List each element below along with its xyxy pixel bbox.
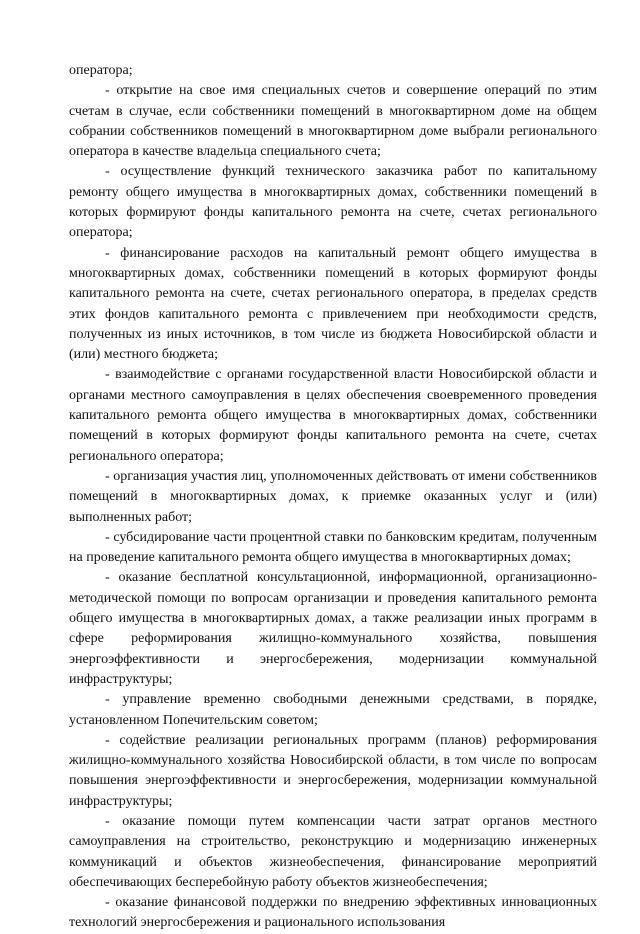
document-page bbox=[69, 61, 597, 934]
list-item-consulting: - оказание бесплатной консультационной, информационной, организационно-методической помощи по вопросам организации и проведения капитального ремонта общего имущества в многоквартирных домах, а также реализации иных программ в сфере реформирования жилищно-коммунального хозяйства, повышения энергоэффективности и энергосбережения, модернизации коммунальной инфраструктуры; bbox=[69, 570, 597, 687]
paragraph-continuation: оператора; bbox=[69, 63, 133, 78]
list-item-technical-customer: - осуществление функций технического заказчика работ по капитальному ремонту общего имущества в многоквартирных домах, собственники помещений в которых формируют фонды капитального ремонта на счете, счетах регионального оператора; bbox=[69, 164, 597, 241]
list-item-compensation: - оказание помощи путем компенсации части затрат органов местного самоуправления на строительство, реконструкцию и модернизацию инженерных коммуникаций и объектов жизнеобеспечения, финансирование мероприятий обеспечивающих бесперебойную работу объектов жизнеобеспечения; bbox=[69, 813, 597, 890]
list-item-financial-support: - оказание финансовой поддержки по внедрению эффективных инновационных технологий энергосбережения и рационального использования bbox=[69, 895, 597, 931]
list-item-special-accounts: - открытие на свое имя специальных счетов и совершение операций по этим счетам в случае, если собственники помещений в многоквартирном доме на общем собрании собственников помещений в многоквартирном доме выбрали регионального оператора в качестве владельца специального счета; bbox=[69, 83, 597, 160]
list-item-regional-programs: - содействие реализации региональных программ (планов) реформирования жилищно-коммунального хозяйства Новосибирской области, в том числе по вопросам повышения энергоэффективности и энергосбережения, модернизации коммунальной инфраструктуры; bbox=[69, 732, 597, 809]
list-item-financing: - финансирование расходов на капитальный ремонт общего имущества в многоквартирных домах, собственники помещений в которых формируют фонды капитального ремонта на счете, счетах регионального оператора, в пределах средств этих фондов капитального ремонта с привлечением при необходимости средств, полученных из иных источников, в том числе из бюджета Новосибирской области и (или) местного бюджета; bbox=[69, 245, 597, 363]
list-item-acceptance: - организация участия лиц, уполномоченных действовать от имени собственников помещений в многоквартирных домах, к приемке оказанных услуг и (или) выполненных работ; bbox=[69, 468, 597, 525]
list-item-interaction: - взаимодействие с органами государственной власти Новосибирской области и органами местного самоуправления в целях обеспечения своевременного проведения капитального ремонта общего имущества в многоквартирных домах, собственники помещений в которых формируют фонды капитального ремонта на счете, счетах регионального оператора; bbox=[69, 367, 597, 464]
list-item-funds-management: - управление временно свободными денежными средствами, в порядке, установленном Попечительским советом; bbox=[69, 692, 597, 728]
list-item-subsidizing: - субсидирование части процентной ставки по банковским кредитам, полученным на проведение капитального ремонта общего имущества в многоквартирных домах; bbox=[69, 529, 597, 566]
